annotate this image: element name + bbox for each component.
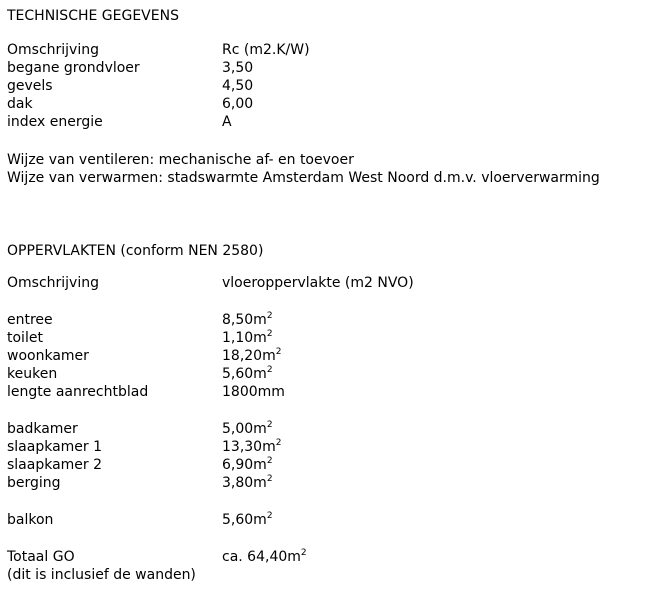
row-value: A	[222, 114, 232, 130]
row-label: begane grondvloer	[7, 60, 140, 76]
row-value: 4,50	[222, 78, 254, 94]
row-label: dak	[7, 96, 33, 112]
ventilation-text: Wijze van ventileren: mechanische af- en toevoer	[7, 152, 354, 168]
balcony-row	[7, 511, 657, 529]
row-label: entree	[7, 312, 53, 328]
row-label: badkamer	[7, 421, 78, 437]
row-value: $5,60m^2$	[222, 511, 273, 528]
area-row	[7, 329, 657, 347]
row-label: berging	[7, 475, 61, 491]
total-label: Totaal GO	[7, 549, 75, 565]
technical-row	[7, 59, 657, 77]
row-value: $8,50m^2$	[222, 311, 273, 328]
superscript: 2	[275, 438, 282, 448]
technical-heading: TECHNISCHE GEGEVENS	[7, 8, 179, 24]
row-label: woonkamer	[7, 348, 89, 364]
area-row	[7, 456, 657, 474]
row-label: slaapkamer 1	[7, 439, 103, 455]
technical-row	[7, 113, 657, 131]
row-value: 1800mm	[222, 384, 285, 400]
superscript: 2	[266, 474, 273, 484]
row-value: $3,80m^2$	[222, 474, 273, 491]
row-value: 6,00	[222, 96, 254, 112]
area-row	[7, 347, 657, 365]
areas-heading: OPPERVLAKTEN (conform NEN 2580)	[7, 243, 264, 259]
superscript: 2	[266, 311, 273, 321]
area-row	[7, 365, 657, 383]
row-value: 3,50	[222, 60, 254, 76]
row-label: gevels	[7, 78, 53, 94]
countertop-row	[7, 383, 657, 401]
superscript: 2	[266, 365, 273, 375]
superscript: 2	[266, 420, 273, 430]
row-label: index energie	[7, 114, 103, 130]
areas-header-row	[7, 274, 657, 292]
row-label: balkon	[7, 512, 54, 528]
technical-row	[7, 77, 657, 95]
area-row	[7, 438, 657, 456]
area-row	[7, 474, 657, 492]
row-label: toilet	[7, 330, 43, 346]
row-label: slaapkamer 2	[7, 457, 103, 473]
total-row	[7, 548, 657, 566]
row-value: $13,30m^2$	[222, 438, 282, 455]
area-row	[7, 311, 657, 329]
row-value: $18,20m^2$	[222, 347, 282, 364]
superscript: 2	[275, 347, 282, 357]
row-value: $1,10m^2$	[222, 329, 273, 346]
row-value: $5,60m^2$	[222, 365, 273, 382]
column-header-area: vloeroppervlakte (m2 NVO)	[222, 275, 414, 291]
column-header-rc: Rc (m2.K/W)	[222, 42, 310, 58]
technical-header-row	[7, 41, 657, 59]
column-header-description: Omschrijving	[7, 42, 99, 58]
row-value: $6,90m^2$	[222, 456, 273, 473]
area-row	[7, 420, 657, 438]
total-note: (dit is inclusief de wanden)	[7, 567, 196, 583]
superscript: 2	[266, 329, 273, 339]
total-value: ca. $64,40m^2$	[222, 548, 307, 565]
technical-row	[7, 95, 657, 113]
superscript: 2	[300, 548, 307, 558]
column-header-description: Omschrijving	[7, 275, 99, 291]
superscript: 2	[266, 511, 273, 521]
row-label: lengte aanrechtblad	[7, 384, 149, 400]
heating-text: Wijze van verwarmen: stadswarmte Amsterdam West Noord d.m.v. vloerverwarming	[7, 170, 600, 186]
row-value: $5,00m^2$	[222, 420, 273, 437]
superscript: 2	[266, 456, 273, 466]
row-label: keuken	[7, 366, 58, 382]
